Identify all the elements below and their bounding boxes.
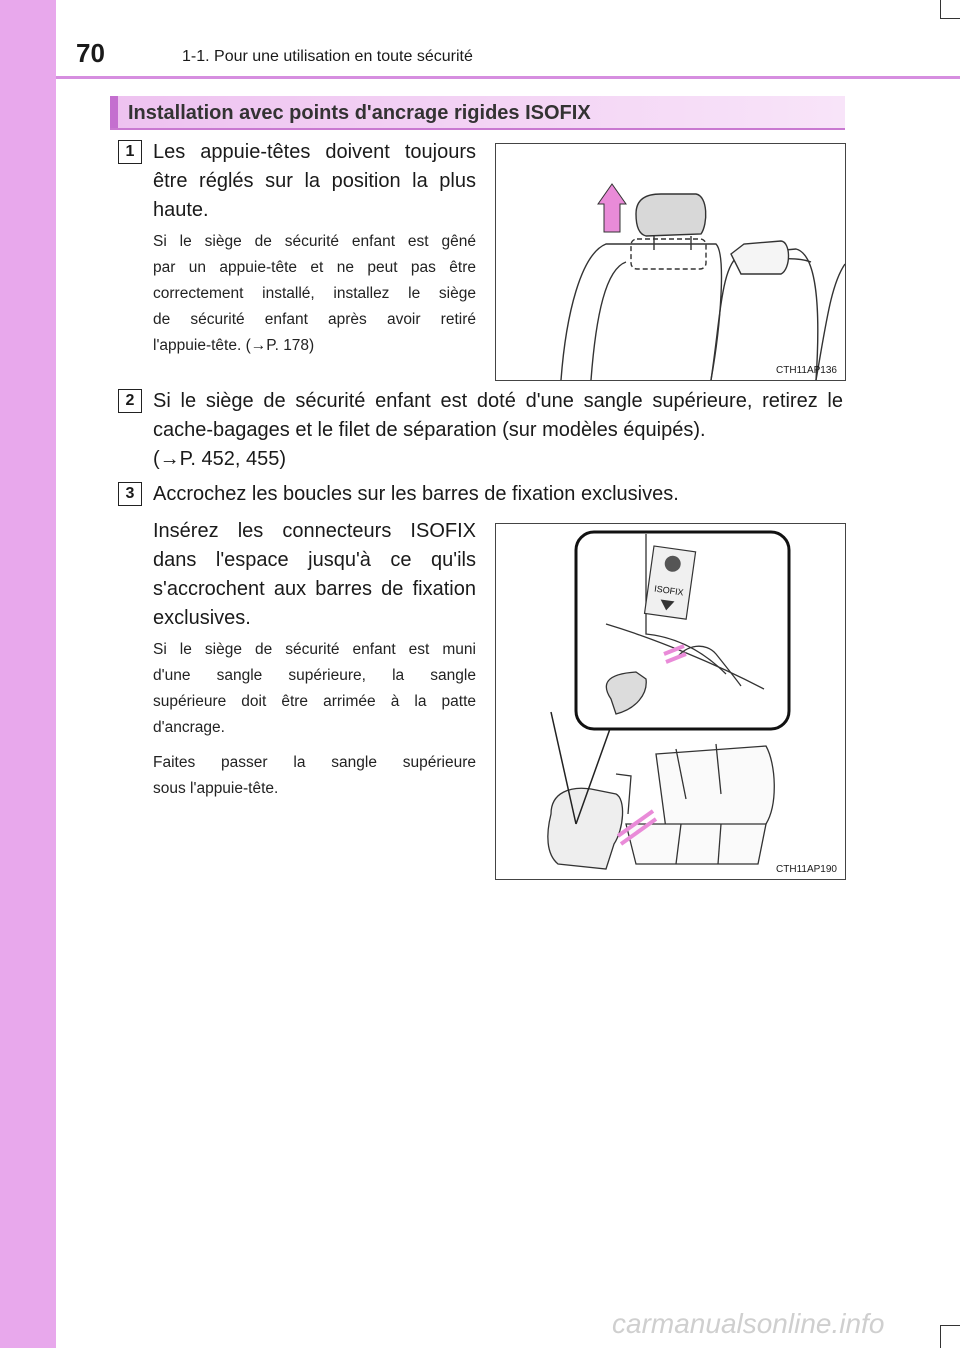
text-line: exclusives.	[153, 607, 251, 629]
step-2-text	[153, 387, 843, 474]
step-number-1: 1	[118, 140, 142, 164]
crop-mark	[940, 18, 960, 19]
headrest-figure	[495, 143, 846, 381]
text-line: sous l'appuie-tête.	[153, 780, 279, 797]
figure-code: CTH11AP190	[776, 864, 837, 875]
crop-mark	[940, 0, 941, 18]
chapter-sidebar	[0, 0, 56, 1348]
isofix-label: ISOFIX	[653, 583, 685, 598]
chapter-title: 1-1. Pour une utilisation en toute sécurité	[182, 48, 473, 65]
crop-mark	[940, 1325, 960, 1326]
section-header	[110, 96, 845, 130]
text-line: Si le siège de sécurité enfant est muni	[153, 641, 476, 658]
text-line: Accrochez les boucles sur les barres de fixation exclusives.	[153, 483, 679, 505]
step-3-note-2	[153, 750, 476, 802]
text-line: dans l'espace jusqu'à ce qu'ils	[153, 549, 476, 571]
step-3-text	[153, 480, 843, 509]
text-line: Faites passer la sangle supérieure	[153, 754, 476, 771]
text-line: de sécurité enfant après avoir retiré	[153, 311, 476, 328]
isofix-figure	[495, 523, 846, 880]
text-line: correctement installé, installez le siège	[153, 285, 476, 302]
text-line: supérieure doit être arrimée à la patte	[153, 693, 476, 710]
crop-mark	[940, 1325, 941, 1348]
text-line: par un appuie-tête et ne peut pas être	[153, 259, 476, 276]
watermark: carmanualsonline.info	[612, 1308, 885, 1339]
text-line: cache-bagages et le filet de séparation (sur modèles équipés).	[153, 419, 706, 441]
header-rule	[56, 76, 960, 79]
headrest-illustration	[496, 144, 845, 380]
step-3-detail	[153, 517, 476, 633]
text-line: l'appuie-tête. (→P. 178)	[153, 337, 315, 354]
step-number-2: 2	[118, 389, 142, 413]
isofix-illustration	[496, 524, 845, 879]
section-accent-bar	[110, 96, 118, 128]
text-line: s'accrochent aux barres de fixation	[153, 578, 476, 600]
text-line: haute.	[153, 199, 209, 221]
section-title: Installation avec points d'ancrage rigides ISOFIX	[128, 102, 591, 124]
text-line: (→P. 452, 455)	[153, 448, 287, 470]
text-line: Les appuie-têtes doivent toujours	[153, 141, 476, 163]
step-3-note	[153, 637, 476, 741]
text-line: être réglés sur la position la plus	[153, 170, 476, 192]
page-number: 70	[76, 38, 105, 68]
text-line: Si le siège de sécurité enfant est gêné	[153, 233, 476, 250]
text-line: Insérez les connecteurs ISOFIX	[153, 520, 476, 542]
figure-code: CTH11AP136	[776, 365, 837, 376]
text-line: d'ancrage.	[153, 719, 225, 736]
step-1-text	[153, 138, 476, 225]
text-line: d'une sangle supérieure, la sangle	[153, 667, 476, 684]
step-number-3: 3	[118, 482, 142, 506]
text-line: Si le siège de sécurité enfant est doté d'une sangle supérieure, retirez le	[153, 390, 843, 412]
step-1-note	[153, 229, 476, 359]
